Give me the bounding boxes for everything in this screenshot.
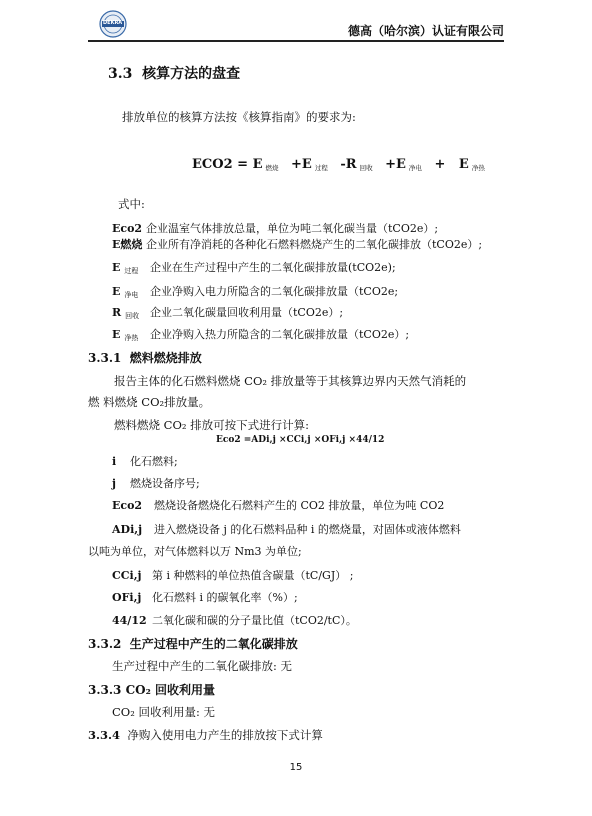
- definition-symbol: E: [112, 285, 121, 298]
- variable-row: [112, 612, 357, 628]
- formula-sub-heat: 净热: [471, 164, 485, 172]
- definition-text: 企业净购入电力所隐含的二氧化碳排放量（tCO2e;: [150, 285, 399, 298]
- main-formula: [192, 157, 493, 172]
- section-heading: [108, 63, 240, 83]
- definition-row: [112, 220, 438, 236]
- subsection-title: CO₂ 回收利用量: [125, 683, 216, 697]
- formula-term-process: +E: [291, 157, 312, 172]
- definition-subscript: 净电: [124, 291, 139, 299]
- variable-symbol: j: [112, 477, 116, 490]
- variable-text: 化石燃料;: [130, 455, 178, 468]
- variable-symbol: CCi,j: [112, 569, 142, 582]
- section-number: 3.3: [108, 66, 133, 82]
- company-name: 德高（哈尔滨）认证有限公司: [347, 24, 504, 38]
- subsection-heading-331: [88, 349, 202, 366]
- definition-symbol: E: [112, 261, 121, 274]
- variable-text: 化石燃料 i 的碳氧化率（%）;: [152, 591, 298, 604]
- definition-subscript: 净热: [124, 334, 139, 342]
- formula-sub-combustion: 燃烧: [265, 164, 279, 172]
- subsection-heading-332: [88, 635, 298, 652]
- subsection-number: 3.3.1: [88, 351, 122, 365]
- paragraph: 燃 料燃烧 CO₂排放量。: [88, 395, 211, 409]
- paragraph: 报告主体的化石燃料燃烧 CO₂ 排放量等于其核算边界内天然气消耗的: [114, 374, 467, 388]
- where-label: 式中:: [118, 197, 145, 211]
- variable-text: 二氧化碳和碳的分子量比值（tCO2/tC）。: [152, 614, 357, 627]
- variable-text: 进入燃烧设备 j 的化石燃料品种 i 的燃烧量，对固体或液体燃料: [154, 523, 461, 536]
- section-title: 核算方法的盘查: [142, 66, 241, 82]
- definition-symbol: R: [112, 306, 122, 319]
- subsection-heading-333: [88, 681, 215, 698]
- definition-text: 企业所有净消耗的各种化石燃料燃烧产生的二氧化碳排放（tCO2e）;: [146, 238, 483, 251]
- paragraph: 燃料燃烧 CO₂ 排放可按下式进行计算:: [114, 418, 310, 432]
- formula-eq: = E: [237, 157, 263, 172]
- variable-text: 燃烧设备燃烧化石燃料产生的 CO2 排放量，单位为吨 CO2: [154, 499, 445, 512]
- subsection-number: 3.3.4: [88, 728, 121, 742]
- subsection-heading-334: [88, 727, 323, 743]
- variable-row: [112, 453, 178, 469]
- variable-text: 燃烧设备序号;: [130, 477, 200, 490]
- variable-row: [112, 475, 200, 491]
- subsection-title: 生产过程中产生的二氧化碳排放: [129, 637, 298, 651]
- definition-symbol: E燃烧: [112, 238, 143, 251]
- variable-row: [112, 589, 298, 605]
- subsection-title: 燃料燃烧排放: [129, 351, 202, 365]
- variable-symbol: Eco2: [112, 499, 143, 512]
- formula-sub-process: 过程: [314, 164, 328, 172]
- variable-row: [112, 497, 444, 513]
- variable-symbol: 44/12: [112, 614, 147, 627]
- definition-subscript: 回收: [125, 312, 140, 320]
- variable-row: [112, 567, 353, 583]
- definition-symbol: E: [112, 328, 121, 341]
- definition-text: 企业二氧化碳量回收利用量（tCO2e）;: [150, 306, 344, 319]
- page-header: [88, 8, 504, 42]
- definition-text: 企业净购入热力所隐含的二氧化碳排放量（tCO2e）;: [150, 328, 410, 341]
- variable-symbol: i: [112, 455, 117, 468]
- formula-plus: +: [434, 157, 446, 172]
- variable-row-continued: 以吨为单位，对气体燃料以万 Nm3 为单位;: [88, 545, 302, 558]
- subsection-number: 3.3.3: [88, 683, 122, 697]
- definition-symbol: Eco2: [112, 222, 143, 235]
- formula-lhs: ECO2: [192, 157, 233, 172]
- definition-row: [112, 304, 343, 321]
- combustion-formula: Eco2 =ADi,j ×CCi,j ×OFi,j ×44/12: [216, 435, 385, 445]
- section-intro: 排放单位的核算方法按《核算指南》的要求为:: [122, 110, 356, 124]
- definition-row: [112, 326, 409, 343]
- definition-text: 企业在生产过程中产生的二氧化碳排放量(tCO2e);: [150, 261, 396, 274]
- formula-term-heat: E: [458, 157, 469, 172]
- logo-text: DEKRA: [103, 20, 123, 26]
- formula-sub-electricity: 净电: [408, 164, 422, 172]
- definition-subscript: 过程: [124, 267, 139, 275]
- variable-row: [112, 521, 461, 537]
- definition-row: [112, 283, 398, 300]
- paragraph: CO₂ 回收利用量: 无: [112, 705, 216, 719]
- paragraph: 生产过程中产生的二氧化碳排放: 无: [112, 659, 293, 673]
- page-number: 15: [289, 762, 303, 773]
- formula-term-recovery: -R: [340, 157, 357, 172]
- variable-symbol: ADi,j: [112, 523, 143, 536]
- subsection-number: 3.3.2: [88, 637, 122, 651]
- definition-text: 企业温室气体排放总量，单位为吨二氧化碳当量（tCO2e）;: [146, 222, 439, 235]
- variable-symbol: OFi,j: [112, 591, 142, 604]
- variable-text: 第 i 种燃料的单位热值含碳量（tC/GJ） ;: [152, 569, 354, 582]
- formula-term-electricity: +E: [385, 157, 406, 172]
- definition-row: [112, 236, 482, 252]
- formula-sub-recovery: 回收: [359, 164, 373, 172]
- definition-row: [112, 259, 396, 276]
- subsection-title: 净购入使用电力产生的排放按下式计算: [127, 728, 323, 742]
